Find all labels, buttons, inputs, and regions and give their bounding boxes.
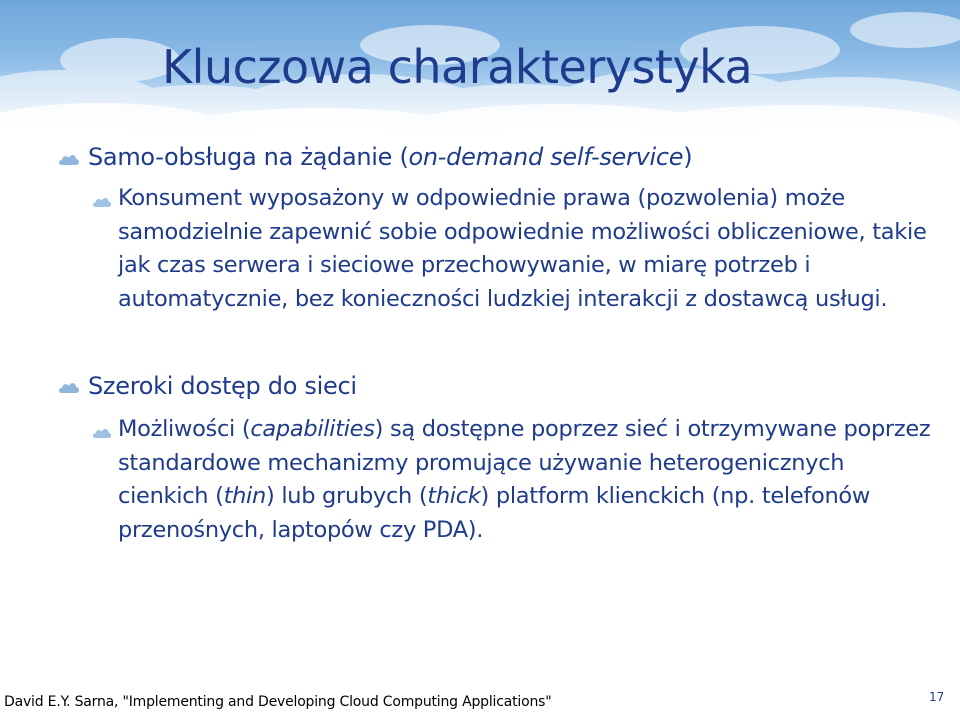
- cloud-bullet-icon: [58, 152, 80, 166]
- bullet-1-sub-text: Konsument wyposażony w odpowiednie prawa (pozwolenia) może samodzielnie zapewnić sobie odpowiednie możliwości obliczeniowe, takie jak czas serwera i sieciowe przechowywanie, w miarę potrzeb i automatycznie, bez konieczności ludzkiej interakcji z dostawcą usługi.: [118, 185, 927, 312]
- bullet-1-text: Samo-obsługa na żądanie (on-demand self-service): [88, 143, 693, 171]
- bullet-2-text: Szeroki dostęp do sieci: [88, 372, 357, 400]
- cloud-bullet-icon: [92, 195, 112, 208]
- page-number: 17: [929, 690, 945, 704]
- cloud-bullet-icon: [58, 380, 80, 394]
- slide-title: Kluczowa charakterystyka: [162, 40, 753, 94]
- bullet-2-sub-text: Możliwości (capabilities) są dostępne poprzez sieć i otrzymywane poprzez standardowe mechanizmy promujące używanie heterogenicznych cienkich (thin) lub grubych (thick) platform klienckich (np. telefonów przenośnych, laptopów czy PDA).: [118, 416, 931, 543]
- cloud-bullet-icon: [92, 426, 112, 439]
- footer-citation: David E.Y. Sarna, "Implementing and Developing Cloud Computing Applications": [4, 694, 552, 710]
